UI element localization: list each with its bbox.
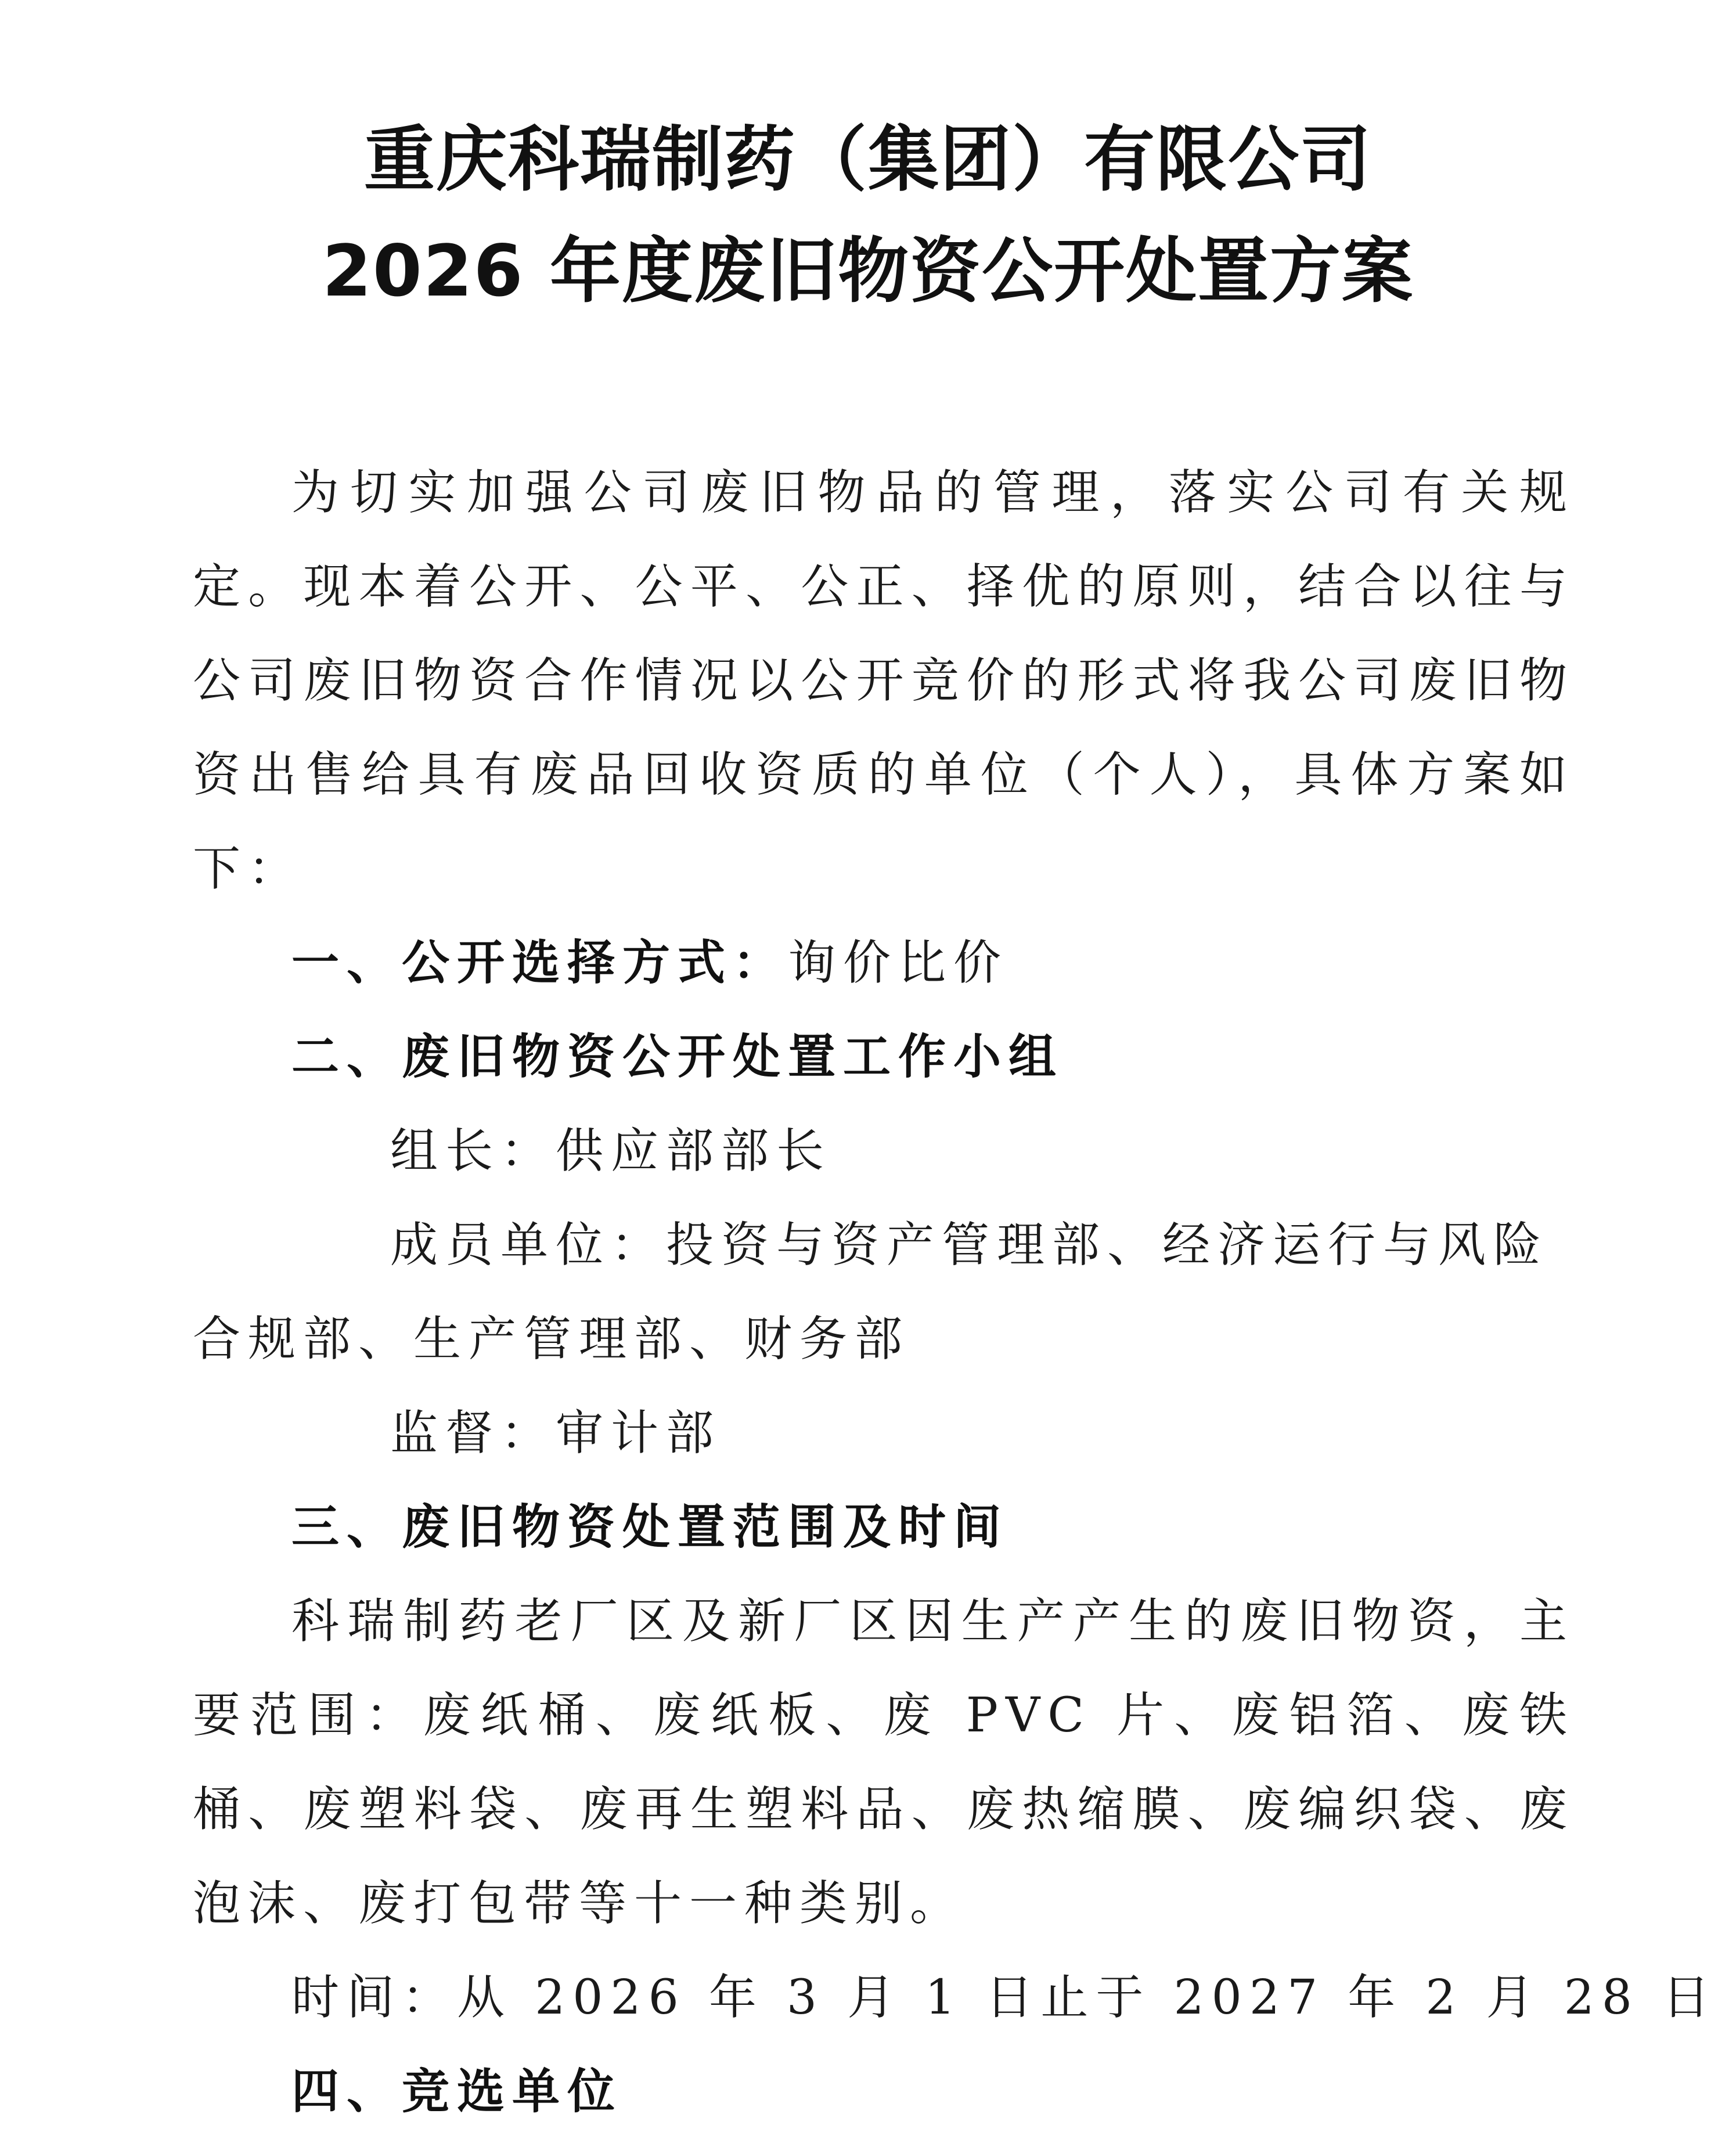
section-2-heading: 二、废旧物资公开处置工作小组 — [291, 1029, 1064, 1085]
section-3-heading: 三、废旧物资处置范围及时间 — [291, 1500, 1009, 1555]
section-1-value: 询价比价 — [788, 935, 1009, 991]
section-4-heading: 四、竞选单位 — [291, 2064, 623, 2119]
supervision: 监督：审计部 — [390, 1406, 722, 1461]
document-title-company: 重庆科瑞制药（集团）有限公司 — [364, 118, 1372, 201]
member-units: 成员单位：投资与资产管理部、经济运行与风险合规部、生产管理部、财务部 — [193, 1218, 1549, 1367]
group-leader: 组长：供应部部长 — [390, 1123, 832, 1179]
time-range: 时间：从 2026 年 3 月 1 日止于 2027 年 2 月 28 日 — [291, 1970, 1718, 2025]
section-1-heading: 一、公开选择方式： — [291, 935, 788, 991]
document-title-plan: 2026 年度废旧物资公开处置方案 — [322, 230, 1414, 312]
intro-paragraph: 为切实加强公司废旧物品的管理，落实公司有关规定。现本着公开、公平、公正、择优的原则，结合以往与公司废旧物资合作情况以公开竞价的形式将我公司废旧物资出售给具有废品回收资质的单位（个人），具体方案如下： — [193, 465, 1575, 896]
section-1 — [193, 916, 1575, 1010]
document-body — [193, 446, 1718, 2139]
scope-paragraph: 科瑞制药老厂区及新厂区因生产产生的废旧物资，主要范围：废纸桶、废纸板、废 PVC 片、废铝箔、废铁桶、废塑料袋、废再生塑料品、废热缩膜、废编织袋、废泡沫、废打包带等十一种类别。 — [193, 1594, 1575, 1931]
